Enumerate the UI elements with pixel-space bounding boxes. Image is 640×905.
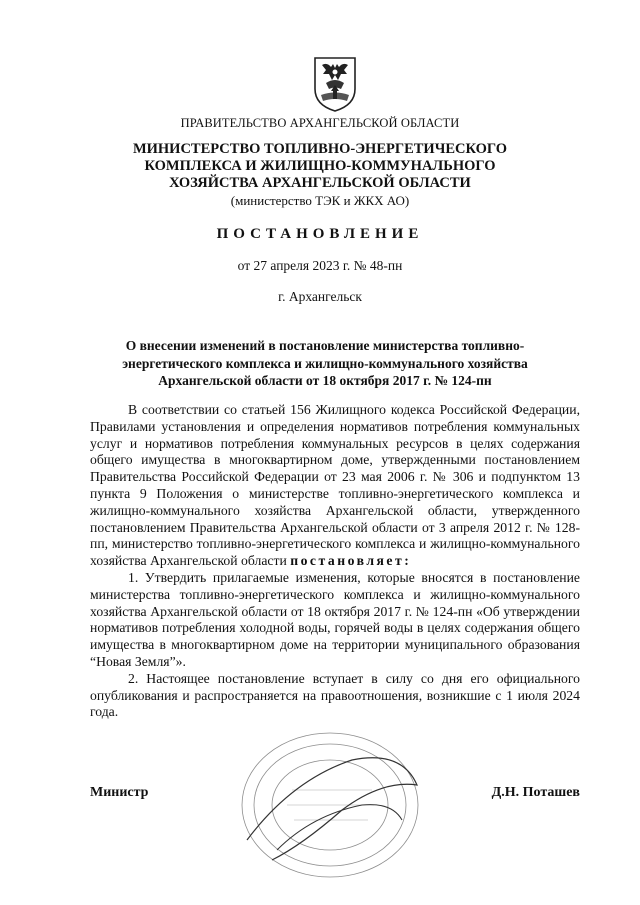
document-body: [90, 402, 580, 721]
ministry-abbreviation: (министерство ТЭК и ЖКХ АО): [230, 193, 410, 208]
document-type-title: ПОСТАНОВЛЕНИЕ: [216, 226, 424, 242]
ministry-line: МИНИСТЕРСТВО ТОПЛИВНО-ЭНЕРГЕТИЧЕСКОГО: [132, 141, 508, 157]
ministry-line: КОМПЛЕКСА И ЖИЛИЩНО-КОММУНАЛЬНОГО: [144, 158, 496, 174]
signatory-position: Министр: [90, 785, 149, 800]
document-subject: О внесении изменений в постановление министерства топливно-энергетического комплекса и жилищно-коммунального хозяйства Архангельской области от 18 октября 2017 г. № 124-пн: [122, 338, 528, 388]
ministry-name: [60, 141, 580, 192]
official-stamp: [232, 720, 427, 890]
ministry-line: ХОЗЯЙСТВА АРХАНГЕЛЬСКОЙ ОБЛАСТИ: [169, 175, 471, 191]
coat-of-arms-emblem: [311, 55, 359, 113]
signatory-name: Д.Н. Поташев: [491, 785, 580, 800]
item-2-paragraph: 2. Настоящее постановление вступает в силу со дня его официального опубликования и распространяется на правоотношения, возникшие с 1 июля 2024 года.: [90, 670, 580, 720]
preamble-paragraph: [90, 402, 580, 570]
preamble-text: В соответствии со статьей 156 Жилищного кодекса Российской Федерации, Правилами установления и определения нормативов потребления коммунальных услуг и нормативов потребления коммунальных ресурсов в целях содержания общего имущества в многоквартирном доме, утвержденными постановлением Правительства Российской Федерации от 23 мая 2006 г. № 306 и подпунктом 13 пункта 9 Положения о министерстве топливно-энергетического комплекса и жилищно-коммунального хозяйства Архангельской области, утвержденного постановлением Правительства Архангельской области от 3 апреля 2012 г. № 128-пп, министерство топливно-энергетического комплекса и жилищно-коммунального хозяйства Архангельской области: [90, 402, 580, 569]
document-date-number: от 27 апреля 2023 г. № 48-пн: [237, 258, 403, 273]
item-1-paragraph: 1. Утвердить прилагаемые изменения, которые вносятся в постановление министерства топливно-энергетического комплекса и жилищно-коммунального хозяйства Архангельской области от 18 октября 2017 г. № 124-пн «Об утверждении нормативов потребления холодной воды, горячей воды в целях содержания общего имущества в многоквартирном доме на территории муниципального образования “Новая Земля”».: [90, 569, 580, 669]
document-city: г. Архангельск: [278, 289, 362, 304]
resolves-word: постановляет:: [290, 553, 412, 569]
government-name: ПРАВИТЕЛЬСТВО АРХАНГЕЛЬСКОЙ ОБЛАСТИ: [180, 116, 460, 130]
